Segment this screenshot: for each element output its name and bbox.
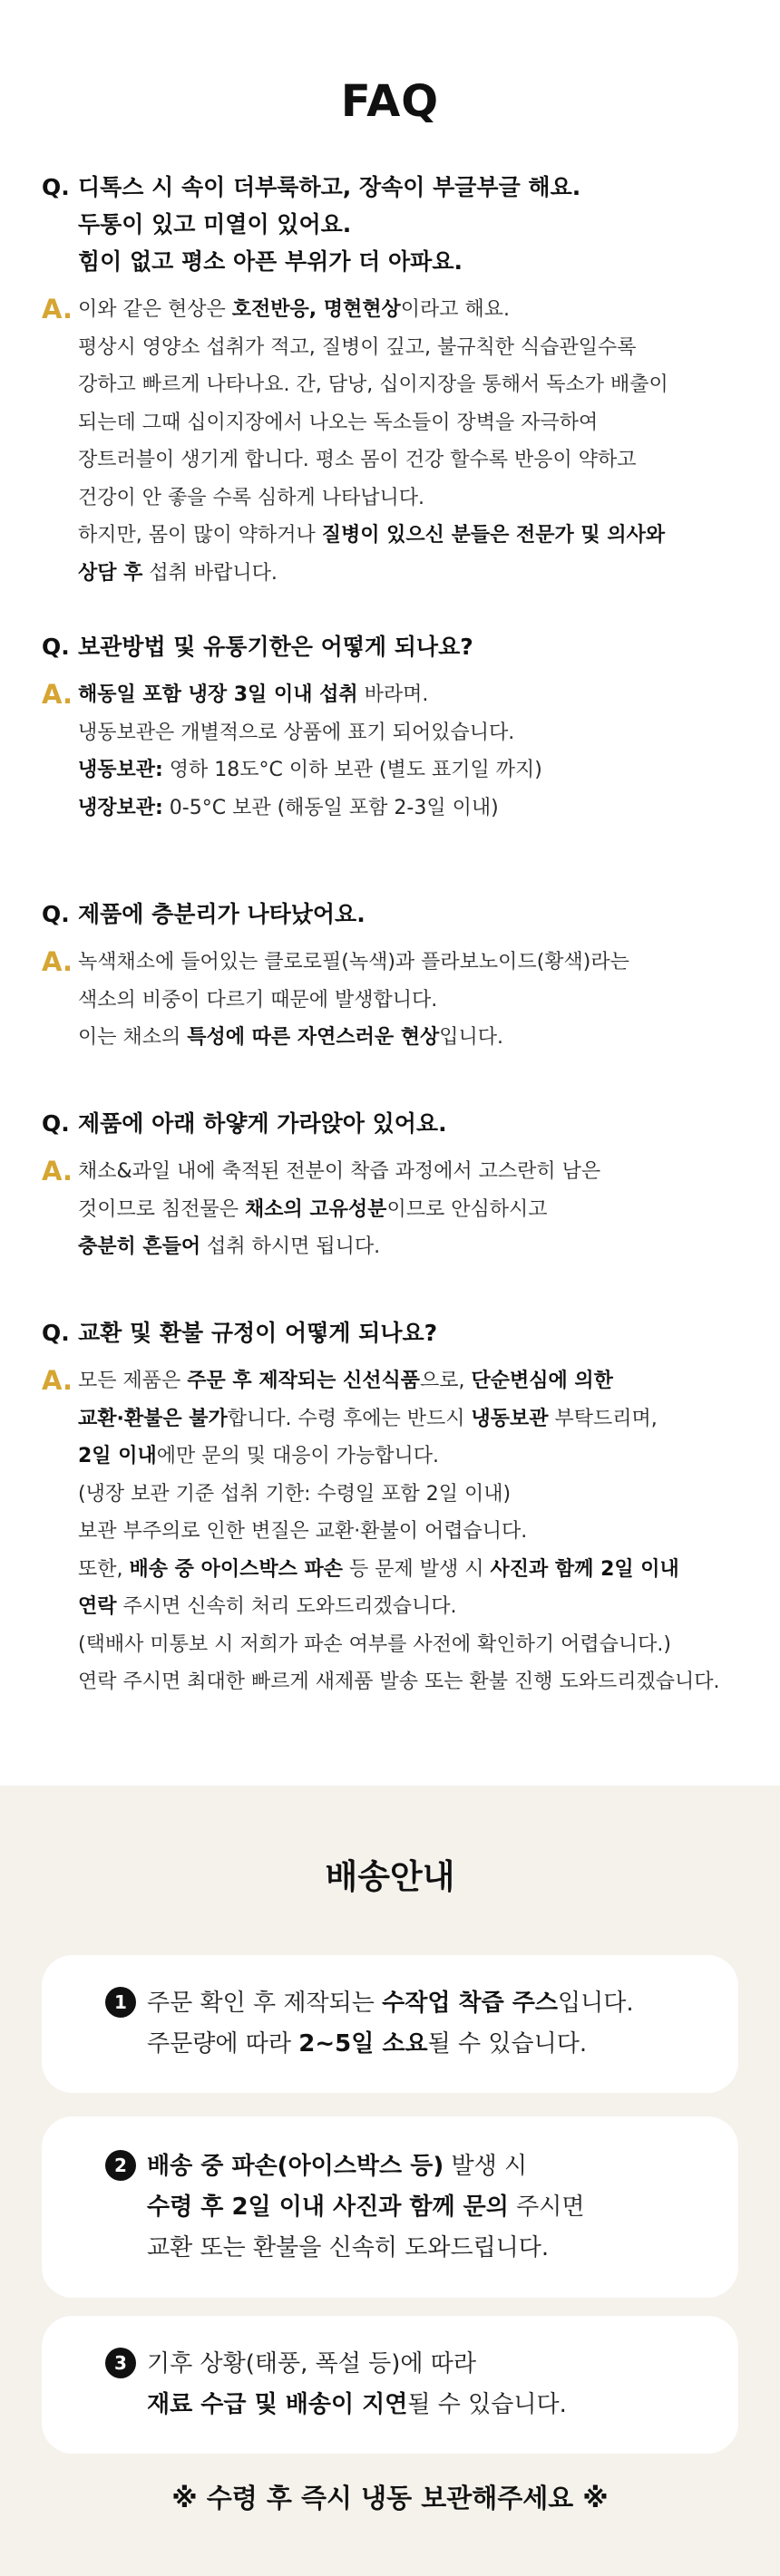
faq-answer-line [78, 1019, 749, 1057]
body-text: 에만 문의 및 대응이 가능합니다. [156, 1445, 439, 1467]
body-text: 부탁드리며, [548, 1407, 658, 1430]
body-text: 입니다. [439, 1026, 504, 1049]
shipping-card-text [105, 1983, 634, 2065]
body-text: 이라고 해요. [400, 298, 511, 321]
body-text: 될 수 있습니다. [407, 2391, 567, 2418]
shipping-card-line [105, 2344, 567, 2385]
faq-title: FAQ [340, 76, 440, 127]
faq-answer-line [78, 1551, 749, 1589]
faq-answer-line [78, 982, 749, 1020]
emphasis-text: 냉동보관 [471, 1407, 549, 1430]
q-mark: Q. [42, 1110, 70, 1137]
emphasis-text: 호전반응, 명현현상 [231, 298, 401, 321]
faq-question-text: 보관방법 및 유통기한은 어떻게 되나요? [78, 634, 473, 660]
body-text: 주문 확인 후 제작되는 [147, 1990, 383, 2017]
emphasis-text: 주문 후 제작되는 신선식품 [187, 1370, 421, 1392]
body-text: 이와 같은 현상은 [78, 298, 232, 321]
faq-question-line [42, 206, 749, 243]
faq-answer-line [78, 1513, 749, 1551]
body-text: 교환 또는 환불을 신속히 도와드립니다. [147, 2234, 550, 2261]
faq-item [42, 1105, 749, 1266]
shipping-card [42, 2116, 738, 2298]
body-text: 으로, [420, 1370, 472, 1392]
faq-item [42, 169, 749, 592]
step-number-badge: 2 [105, 2150, 136, 2181]
faq-question-text: 제품에 아래 하얗게 가라앉아 있어요. [78, 1110, 447, 1137]
faq-question [42, 169, 749, 280]
faq-question-line [42, 628, 749, 665]
faq-item [42, 896, 749, 1057]
faq-question-text: 힘이 없고 평소 아픈 부위가 더 아파요. [78, 248, 463, 275]
body-text: 평상시 영양소 섭취가 적고, 질병이 깊고, 불규칙한 식습관일수록 [78, 335, 637, 359]
body-text: 채소&과일 내에 축적된 전분이 착즙 과정에서 고스란히 남은 [78, 1160, 601, 1183]
faq-answer [42, 944, 749, 1057]
faq-question-text: 교환 및 환불 규정이 어떻게 되나요? [78, 1320, 438, 1346]
emphasis-text: 수작업 착즙 주스 [382, 1990, 559, 2017]
body-text: 모든 제품은 [78, 1370, 188, 1392]
emphasis-text: 수령 후 2일 이내 사진과 함께 문의 [147, 2193, 509, 2221]
q-mark: Q. [42, 1320, 70, 1346]
q-mark: Q. [42, 634, 70, 660]
faq-answer [42, 676, 749, 827]
step-number-badge: 1 [105, 1987, 136, 2018]
faq-question-text: 제품에 층분리가 나타났어요. [78, 901, 366, 927]
emphasis-text: 냉동보관: [78, 759, 163, 781]
shipping-footer-notice: ※ 수령 후 즉시 냉동 보관해주세요 ※ [171, 2483, 609, 2513]
body-text: 강하고 빠르게 나타나요. 간, 담낭, 십이지장을 통해서 독소가 배출이 [78, 373, 668, 396]
shipping-card-text [105, 2344, 567, 2426]
emphasis-text: 특성에 따른 자연스러운 현상 [187, 1026, 440, 1049]
body-text: 주문량에 따라 [147, 2030, 299, 2058]
shipping-title: 배송안내 [325, 1857, 455, 1896]
body-text: 색소의 비중이 다르기 때문에 발생합니다. [78, 988, 438, 1012]
body-text: 합니다. 수령 후에는 반드시 [227, 1407, 472, 1430]
shipping-card-line [105, 2385, 567, 2426]
emphasis-text: 단순변심에 의한 [471, 1370, 613, 1392]
faq-question [42, 1314, 749, 1351]
faq-answer-line [78, 1588, 749, 1626]
shipping-section [0, 1786, 780, 2576]
body-text: 0-5°C 보관 (해동일 포함 2-3일 이내) [162, 796, 499, 819]
body-text: 주시면 [508, 2193, 585, 2221]
q-mark: Q. [42, 901, 70, 927]
body-text: 발생 시 [444, 2153, 528, 2180]
shipping-card-line [105, 2187, 585, 2228]
body-text: 이는 채소의 [78, 1026, 188, 1049]
emphasis-text: 2일 이내 [78, 1445, 157, 1467]
shipping-card-line [105, 2024, 634, 2065]
body-text: 건강이 안 좋을 수록 심하게 나타납니다. [78, 486, 424, 509]
a-mark: A. [42, 294, 73, 324]
body-text: 되는데 그때 십이지장에서 나오는 독소들이 장벽을 자극하여 [78, 411, 599, 434]
faq-answer-line [78, 1400, 749, 1438]
faq-question-line [42, 1314, 749, 1351]
body-text: 주시면 신속히 처리 도와드리겠습니다. [116, 1595, 457, 1618]
faq-answer-line [78, 714, 749, 752]
faq-answer-line [78, 1153, 749, 1191]
emphasis-text: 교환·환불은 불가 [78, 1407, 228, 1430]
emphasis-text: 질병이 있으신 분들은 전문가 및 의사와 [321, 524, 666, 547]
faq-answer-line [78, 555, 749, 593]
faq-answer-line [78, 1362, 749, 1400]
faq-question-line [42, 169, 749, 206]
emphasis-text: 충분히 흔들어 [78, 1235, 201, 1258]
body-text: 이므로 안심하시고 [386, 1197, 548, 1221]
body-text: 또한, [78, 1557, 130, 1581]
faq-answer-line [78, 291, 749, 329]
body-text: 등 문제 발생 시 [343, 1557, 491, 1581]
faq-answer [42, 291, 749, 592]
body-text: 바라며. [357, 683, 429, 706]
body-text: 것이므로 침전물은 [78, 1197, 246, 1221]
shipping-card-text [105, 2146, 585, 2269]
faq-answer-line [78, 944, 749, 982]
faq-answer-line [78, 517, 749, 555]
q-mark: Q. [42, 174, 70, 200]
emphasis-text: 배송 중 아이스박스 파손 [129, 1557, 343, 1581]
a-mark: A. [42, 946, 73, 977]
faq-answer-line [78, 479, 749, 518]
step-number-badge: 3 [105, 2348, 136, 2378]
emphasis-text: 채소의 고유성분 [245, 1197, 387, 1221]
emphasis-text: 사진과 함께 2일 이내 [490, 1557, 679, 1581]
emphasis-text: 연락 [78, 1595, 117, 1618]
faq-answer-line [78, 1626, 749, 1664]
faq-answer-line [78, 1228, 749, 1266]
faq-answer-line [78, 1438, 749, 1476]
shipping-card-line [105, 2146, 585, 2187]
emphasis-text: 냉장보관: [78, 796, 163, 819]
emphasis-text: 해동일 포함 냉장 3일 이내 섭취 [78, 683, 358, 706]
shipping-card [42, 1955, 738, 2093]
faq-item [42, 1314, 749, 1701]
body-text: 될 수 있습니다. [427, 2030, 588, 2058]
a-mark: A. [42, 1365, 73, 1396]
faq-answer-line [78, 366, 749, 404]
body-text: 입니다. [558, 1990, 634, 2017]
faq-question [42, 1105, 749, 1142]
faq-question-text: 두통이 있고 미열이 있어요. [78, 211, 352, 237]
emphasis-text: 상담 후 [78, 561, 143, 585]
shipping-card-line [105, 1983, 634, 2024]
body-text: 장트러블이 생기게 합니다. 평소 몸이 건강 할수록 반응이 약하고 [78, 449, 637, 471]
emphasis-text: 2~5일 소요 [298, 2030, 428, 2058]
body-text: 연락 주시면 최대한 빠르게 새제품 발송 또는 환불 진행 도와드리겠습니다. [78, 1671, 720, 1693]
faq-question-text: 디톡스 시 속이 더부룩하고, 장속이 부글부글 해요. [78, 174, 581, 200]
faq-answer-line [78, 751, 749, 789]
faq-answer [42, 1153, 749, 1266]
faq-answer-line [78, 404, 749, 442]
faq-answer-line [78, 1663, 749, 1701]
faq-answer-line [78, 789, 749, 828]
faq-item [42, 628, 749, 827]
emphasis-text: 재료 수급 및 배송이 지연 [147, 2391, 408, 2418]
faq-answer-line [78, 329, 749, 367]
faq-question [42, 628, 749, 665]
shipping-card-line [105, 2228, 585, 2269]
faq-answer [42, 1362, 749, 1701]
a-mark: A. [42, 1156, 73, 1186]
body-text: (냉장 보관 기준 섭취 기한: 수령일 포함 2일 이내) [78, 1482, 512, 1506]
body-text: 보관 부주의로 인한 변질은 교환·환불이 어렵습니다. [78, 1520, 528, 1543]
body-text: 섭취 바랍니다. [142, 561, 278, 585]
faq-question-line [42, 1105, 749, 1142]
faq-question-line [42, 896, 749, 933]
body-text: 영하 18도°C 이하 보관 (별도 표기일 까지) [162, 759, 542, 781]
faq-answer-line [78, 1476, 749, 1514]
faq-question [42, 896, 749, 933]
faq-answer-line [78, 1191, 749, 1229]
faq-answer-line [78, 676, 749, 714]
a-mark: A. [42, 679, 73, 710]
body-text: 섭취 하시면 됩니다. [200, 1235, 381, 1258]
shipping-card [42, 2316, 738, 2454]
emphasis-text: 배송 중 파손(아이스박스 등) [147, 2153, 444, 2180]
faq-question-line [42, 243, 749, 280]
body-text: (택배사 미통보 시 저희가 파손 여부를 사전에 확인하기 어렵습니다.) [78, 1632, 671, 1656]
body-text: 하지만, 몸이 많이 약하거나 [78, 524, 322, 547]
body-text: 녹색채소에 들어있는 클로로필(녹색)과 플라보노이드(황색)라는 [78, 951, 629, 973]
body-text: 기후 상황(태풍, 폭설 등)에 따라 [147, 2350, 477, 2377]
body-text: 냉동보관은 개별적으로 상품에 표기 되어있습니다. [78, 721, 515, 744]
faq-answer-line [78, 441, 749, 479]
